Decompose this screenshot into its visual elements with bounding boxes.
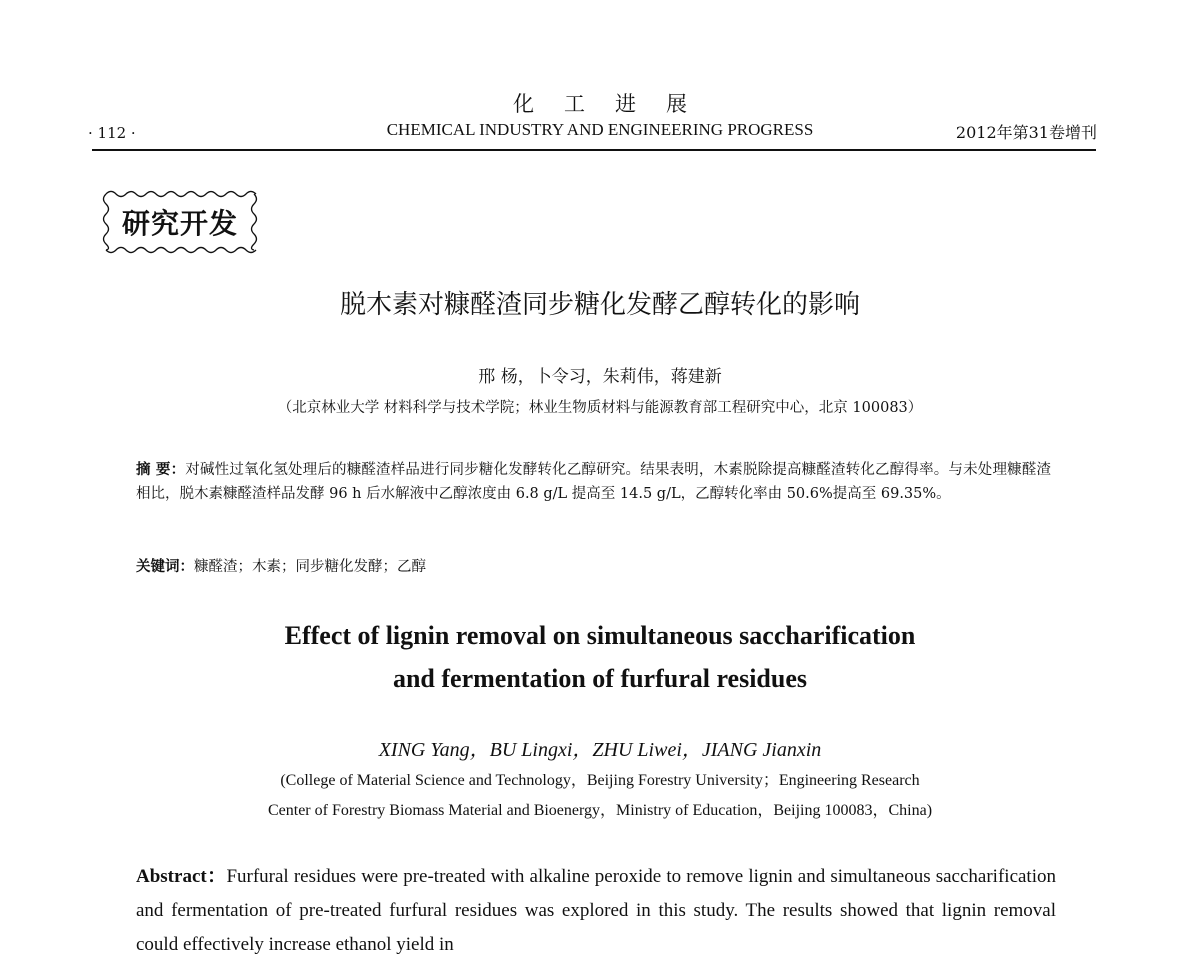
affiliation-english <box>0 766 1200 826</box>
abstract-english <box>136 860 1056 962</box>
affiliation-english-line-2: Center of Forestry Biomass Material and Bioenergy，Ministry of Education，Beijing 100083，China) <box>267 802 933 819</box>
issue-info: 2012年第31卷增刊 <box>955 123 1097 142</box>
section-badge <box>100 188 260 256</box>
keywords-label-chinese: 关键词： <box>136 558 194 575</box>
header-divider <box>92 149 1096 151</box>
paper-title-chinese: 脱木素对糠醛渣同步糖化发酵乙醇转化的影响 <box>339 290 860 320</box>
abstract-label-english: Abstract： <box>136 866 227 887</box>
page-number: · 112 · <box>88 124 136 142</box>
affiliation-english-line-1: (College of Material Science and Technology，Beijing Forestry University；Engineering Research <box>280 772 920 789</box>
journal-title-chinese: 化工进展 <box>513 92 717 116</box>
abstract-label-chinese: 摘 要： <box>136 461 186 478</box>
authors-chinese: 邢 杨，卜令习，朱莉伟，蒋建新 <box>478 367 722 387</box>
authors-english: XING Yang，BU Lingxi，ZHU Liwei，JIANG Jianxin <box>378 739 822 761</box>
journal-title-english: CHEMICAL INDUSTRY AND ENGINEERING PROGRESS <box>386 120 814 139</box>
title-english-line-2: and fermentation of furfural residues <box>392 664 808 693</box>
abstract-chinese <box>136 458 1051 506</box>
paper-title-english <box>0 614 1200 700</box>
section-label: 研究开发 <box>121 207 238 240</box>
abstract-text-english: Furfural residues were pre-treated with alkaline peroxide to remove lignin and simultaneous saccharification and fermentation of pre-treated furfural residues was explored in this study. The results showed that lignin removal could effectively increase ethanol yield in <box>136 866 1056 955</box>
keywords-text-chinese: 糠醛渣；木素；同步糖化发酵；乙醇 <box>194 559 426 575</box>
abstract-text-chinese: 对碱性过氧化氢处理后的糠醛渣样品进行同步糖化发酵转化乙醇研究。结果表明，木素脱除提高糠醛渣转化乙醇得率。与未处理糠醛渣相比，脱木素糠醛渣样品发酵 96 h 后水解液中乙醇浓度由 6.8 g/L 提高至 14.5 g/L，乙醇转化率由 50.6%提高至 69.35%。 <box>136 462 1051 502</box>
affiliation-chinese: （北京林业大学 材料科学与技术学院；林业生物质材料与能源教育部工程研究中心，北京 100083） <box>277 400 923 416</box>
title-english-line-1: Effect of lignin removal on simultaneous saccharification <box>284 621 916 650</box>
keywords-chinese <box>136 555 1051 576</box>
